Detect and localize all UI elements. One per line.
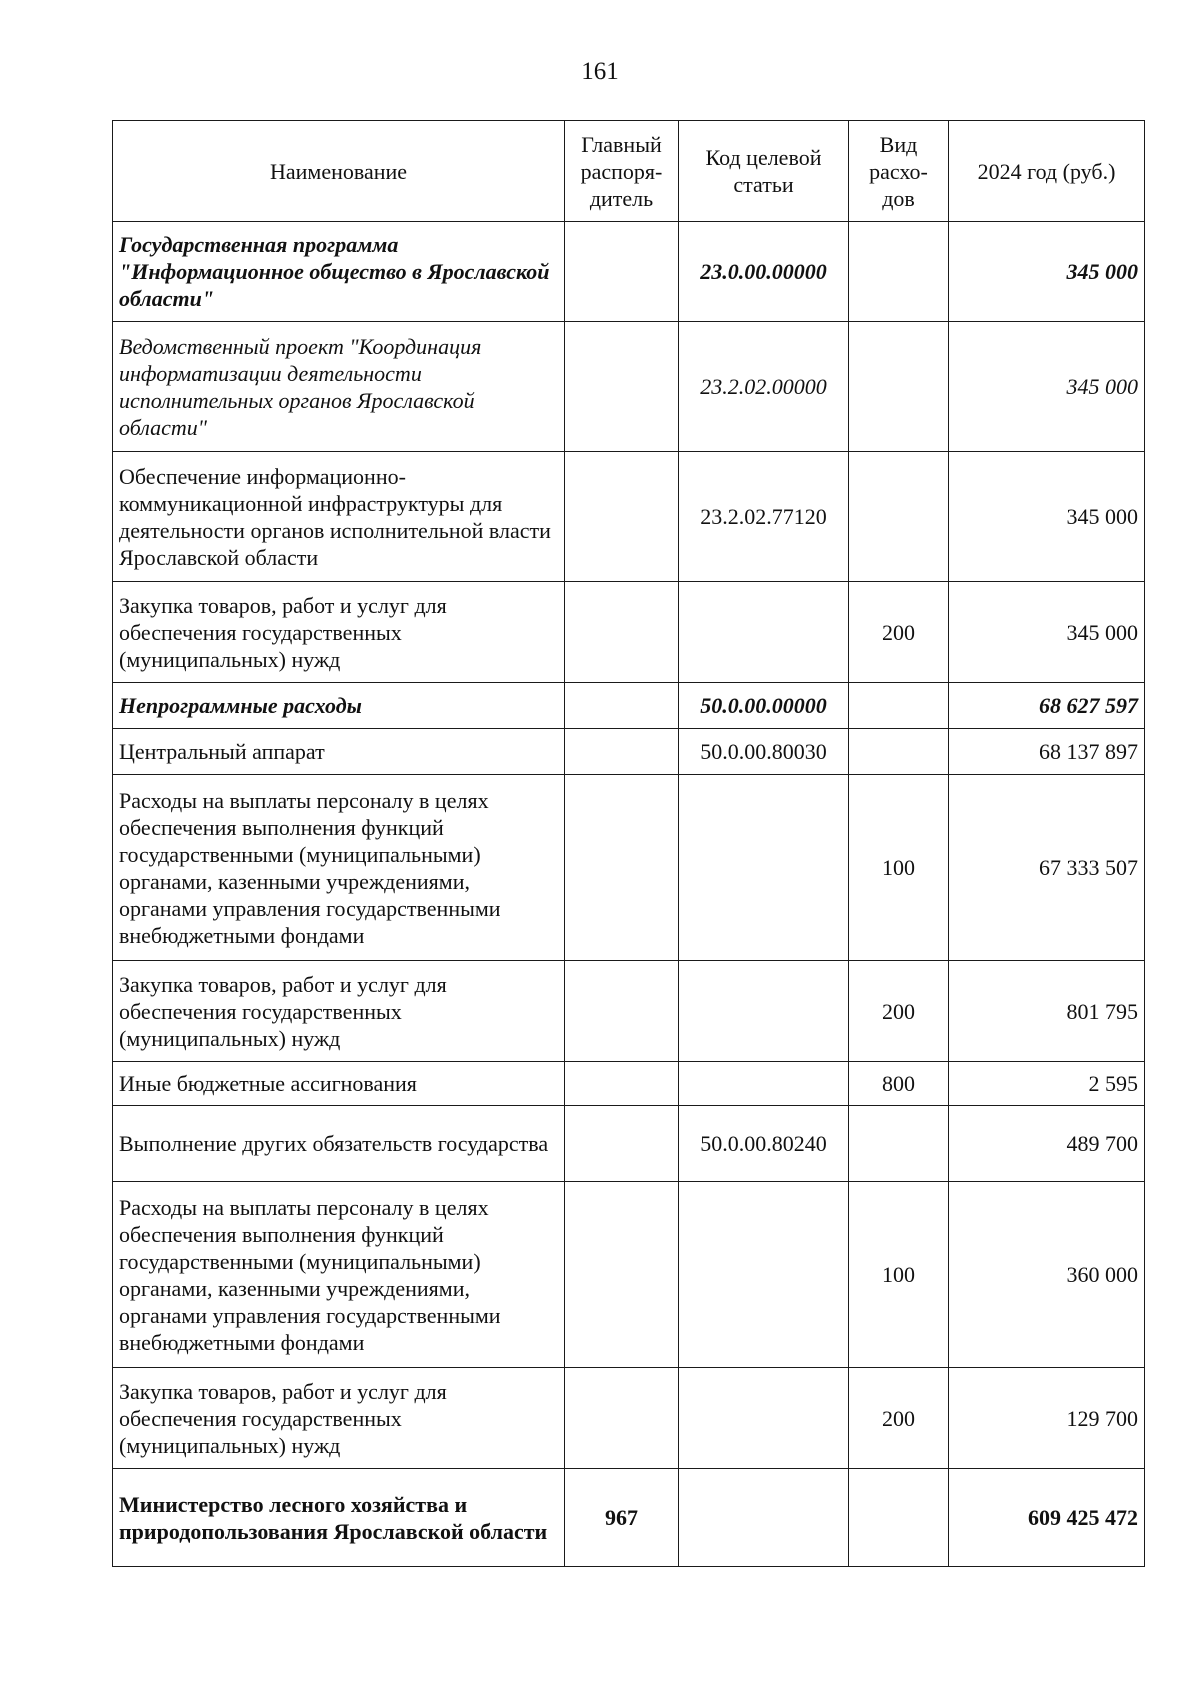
row-code	[679, 775, 849, 961]
row-grbs	[565, 1368, 679, 1469]
row-name: Выполнение других обязательств государства	[113, 1106, 565, 1182]
header-code: Код целевой статьи	[679, 121, 849, 222]
row-vid	[849, 683, 949, 729]
row-sum: 345 000	[949, 222, 1145, 322]
row-sum: 360 000	[949, 1182, 1145, 1368]
table-row	[113, 961, 1145, 1062]
row-code	[679, 1182, 849, 1368]
table-row	[113, 775, 1145, 961]
row-vid: 100	[849, 1182, 949, 1368]
row-code	[679, 1368, 849, 1469]
table-row	[113, 1368, 1145, 1469]
row-name: Министерство лесного хозяйства и природопользования Ярославской области	[113, 1469, 565, 1567]
row-grbs	[565, 1106, 679, 1182]
row-vid: 800	[849, 1062, 949, 1106]
row-sum: 345 000	[949, 582, 1145, 683]
row-grbs	[565, 961, 679, 1062]
row-code	[679, 1469, 849, 1567]
table-row	[113, 582, 1145, 683]
table-row	[113, 452, 1145, 582]
row-name: Закупка товаров, работ и услуг для обеспечения государственных (муниципальных) нужд	[113, 961, 565, 1062]
table-row	[113, 683, 1145, 729]
row-vid	[849, 222, 949, 322]
row-sum: 68 627 597	[949, 683, 1145, 729]
table-row	[113, 1182, 1145, 1368]
row-name: Закупка товаров, работ и услуг для обеспечения государственных (муниципальных) нужд	[113, 582, 565, 683]
row-name: Закупка товаров, работ и услуг для обеспечения государственных (муниципальных) нужд	[113, 1368, 565, 1469]
row-sum: 345 000	[949, 322, 1145, 452]
row-vid: 200	[849, 582, 949, 683]
row-code	[679, 1062, 849, 1106]
row-code	[679, 961, 849, 1062]
row-grbs	[565, 683, 679, 729]
row-grbs	[565, 222, 679, 322]
row-grbs	[565, 582, 679, 683]
row-vid: 100	[849, 775, 949, 961]
budget-table	[112, 120, 1145, 1567]
row-grbs: 967	[565, 1469, 679, 1567]
row-sum: 129 700	[949, 1368, 1145, 1469]
row-vid	[849, 452, 949, 582]
row-sum: 489 700	[949, 1106, 1145, 1182]
row-vid: 200	[849, 1368, 949, 1469]
row-name: Ведомственный проект "Координация информатизации деятельности исполнительных органов Ярославской области"	[113, 322, 565, 452]
row-name: Центральный аппарат	[113, 729, 565, 775]
row-code: 50.0.00.80240	[679, 1106, 849, 1182]
row-name: Обеспечение информационно-коммуникационной инфраструктуры для деятельности органов исполнительной власти Ярославской области	[113, 452, 565, 582]
row-sum: 609 425 472	[949, 1469, 1145, 1567]
row-name: Непрограммные расходы	[113, 683, 565, 729]
table-row	[113, 1106, 1145, 1182]
table-row	[113, 1062, 1145, 1106]
row-name: Расходы на выплаты персоналу в целях обеспечения выполнения функций государственными (муниципальными) органами, казенными учреждениями, органами управления государственными внебюджетными фондами	[113, 1182, 565, 1368]
row-vid	[849, 1469, 949, 1567]
row-code: 23.2.02.00000	[679, 322, 849, 452]
row-grbs	[565, 775, 679, 961]
row-sum: 345 000	[949, 452, 1145, 582]
row-vid: 200	[849, 961, 949, 1062]
header-grbs: Главный распоря-дитель	[565, 121, 679, 222]
row-code: 50.0.00.00000	[679, 683, 849, 729]
row-code: 23.2.02.77120	[679, 452, 849, 582]
row-code	[679, 582, 849, 683]
page-number: 161	[581, 58, 619, 85]
table-row	[113, 1469, 1145, 1567]
row-grbs	[565, 1062, 679, 1106]
row-code: 23.0.00.00000	[679, 222, 849, 322]
row-code: 50.0.00.80030	[679, 729, 849, 775]
header-vid: Вид расхо-дов	[849, 121, 949, 222]
row-name: Расходы на выплаты персоналу в целях обеспечения выполнения функций государственными (муниципальными) органами, казенными учреждениями, органами управления государственными внебюджетными фондами	[113, 775, 565, 961]
row-vid	[849, 1106, 949, 1182]
row-grbs	[565, 452, 679, 582]
row-vid	[849, 729, 949, 775]
row-name: Иные бюджетные ассигнования	[113, 1062, 565, 1106]
header-sum: 2024 год (руб.)	[949, 121, 1145, 222]
row-grbs	[565, 729, 679, 775]
table-row	[113, 729, 1145, 775]
row-grbs	[565, 1182, 679, 1368]
row-grbs	[565, 322, 679, 452]
table-header-row	[113, 121, 1145, 222]
row-sum: 801 795	[949, 961, 1145, 1062]
row-sum: 68 137 897	[949, 729, 1145, 775]
row-sum: 2 595	[949, 1062, 1145, 1106]
row-name: Государственная программа "Информационное общество в Ярославской области"	[113, 222, 565, 322]
row-vid	[849, 322, 949, 452]
table-row	[113, 322, 1145, 452]
table-row	[113, 222, 1145, 322]
header-name: Наименование	[113, 121, 565, 222]
row-sum: 67 333 507	[949, 775, 1145, 961]
